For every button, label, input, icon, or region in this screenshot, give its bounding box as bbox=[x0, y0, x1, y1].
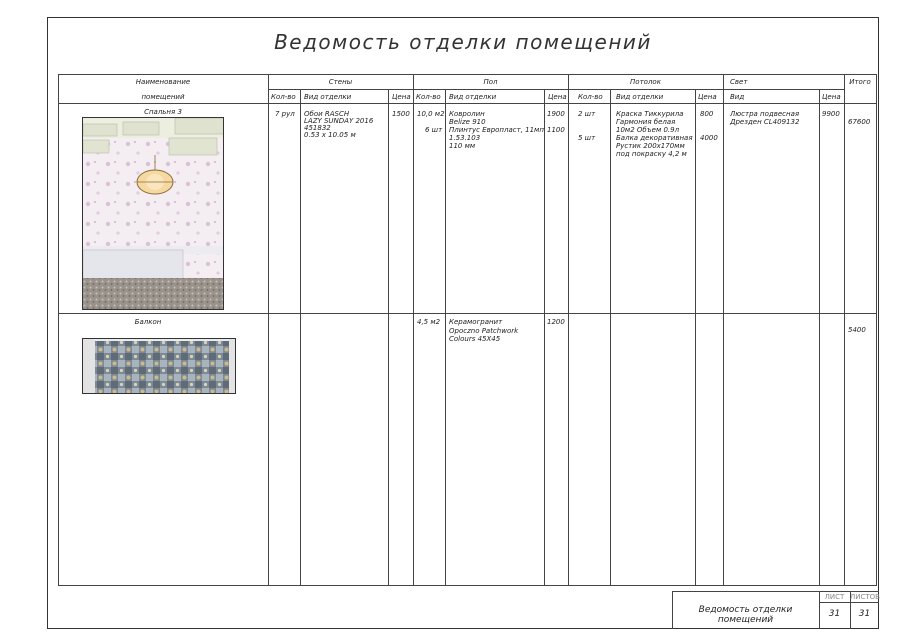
header-walls: Стены bbox=[328, 78, 353, 86]
page-title: Ведомость отделки помещений bbox=[274, 30, 652, 54]
light-price: 9900 bbox=[822, 110, 840, 118]
light-type-line: Люстра подвесная bbox=[730, 110, 800, 118]
walls-type-line: 451832 bbox=[304, 124, 331, 132]
light-type-line: Дрезден CL409132 bbox=[730, 118, 800, 126]
header-floor-price: Цена bbox=[548, 93, 567, 101]
stamp-sheet-number: 31 bbox=[828, 609, 841, 619]
row-total: 67600 bbox=[848, 118, 871, 126]
floor-type-line: Belize 910 bbox=[449, 118, 486, 126]
header-ceiling-price: Цена bbox=[698, 93, 717, 101]
floor-price: 1100 bbox=[547, 126, 565, 134]
ceiling-price: 800 bbox=[700, 110, 714, 118]
floor-qty: 4,5 м2 bbox=[417, 318, 441, 326]
room-name: Балкон bbox=[134, 318, 162, 326]
floor-qty: 10,0 м2 bbox=[417, 110, 445, 118]
stamp-name: Ведомость отделки помещений bbox=[698, 605, 793, 625]
ceiling-type-line: Балка декоративная bbox=[616, 134, 693, 142]
ceiling-type-line: 10м2 Объем 0.9л bbox=[616, 126, 680, 134]
ceiling-qty: 2 шт bbox=[578, 110, 596, 118]
header-walls-price: Цена bbox=[392, 93, 411, 101]
walls-type-line: Обои RASCH bbox=[304, 110, 350, 118]
header-ceiling-qty: Кол-во bbox=[578, 93, 603, 101]
walls-type-line: 0.53 х 10.05 м bbox=[304, 131, 356, 139]
header-light-price: Цена bbox=[822, 93, 841, 101]
header-walls-type: Вид отделки bbox=[304, 93, 352, 101]
stamp-sheet-label: ЛИСТ bbox=[824, 593, 845, 601]
header-room-name-2: помещений bbox=[141, 93, 185, 101]
floor-price: 1200 bbox=[547, 318, 565, 326]
ceiling-qty: 5 шт bbox=[578, 134, 596, 142]
walls-qty: 7 рул bbox=[275, 110, 295, 118]
row-total: 5400 bbox=[848, 326, 866, 334]
header-ceiling-type: Вид отделки bbox=[616, 93, 664, 101]
floor-type-line: 110 мм bbox=[449, 142, 476, 150]
ceiling-type-line: Гармония белая bbox=[616, 118, 676, 126]
ceiling-type-line: Краска Тиккурила bbox=[616, 110, 684, 118]
header-light-type: Вид bbox=[730, 93, 745, 101]
balcony-render-image bbox=[82, 338, 236, 394]
header-walls-qty: Кол-во bbox=[271, 93, 296, 101]
header-floor-qty: Кол-во bbox=[416, 93, 441, 101]
floor-type-line: Плинтус Европласт, 11мп bbox=[449, 126, 544, 134]
header-light: Свет bbox=[730, 78, 748, 86]
floor-type-line: Opoczno Patchwork bbox=[449, 327, 519, 335]
floor-price: 1900 bbox=[547, 110, 565, 118]
bedroom-render-image bbox=[82, 117, 224, 310]
walls-price: 1500 bbox=[392, 110, 410, 118]
floor-type-line: Керамогранит bbox=[449, 318, 503, 326]
floor-type-line: Ковролин bbox=[449, 110, 485, 118]
walls-type-line: LAZY SUNDAY 2016 bbox=[304, 117, 374, 125]
header-ceiling: Потолок bbox=[630, 78, 661, 86]
floor-type-line: Colours 45Х45 bbox=[449, 335, 501, 343]
header-room-name: Наименование bbox=[135, 78, 191, 86]
room-name: Спальня 3 bbox=[144, 108, 182, 116]
floor-qty: 6 шт bbox=[425, 126, 443, 134]
header-total: Итого bbox=[849, 78, 871, 86]
stamp-sheets-count: 31 bbox=[858, 609, 871, 619]
ceiling-price: 4000 bbox=[700, 134, 718, 142]
ceiling-type-line: под покраску 4,2 м bbox=[616, 150, 687, 158]
stamp-sheets-label: ЛИСТОВ bbox=[850, 593, 880, 601]
header-floor-type: Вид отделки bbox=[449, 93, 497, 101]
floor-type-line: 1.53.103 bbox=[449, 134, 481, 142]
ceiling-type-line: Рустик 200х170мм bbox=[616, 142, 685, 150]
header-floor: Пол bbox=[483, 78, 498, 86]
